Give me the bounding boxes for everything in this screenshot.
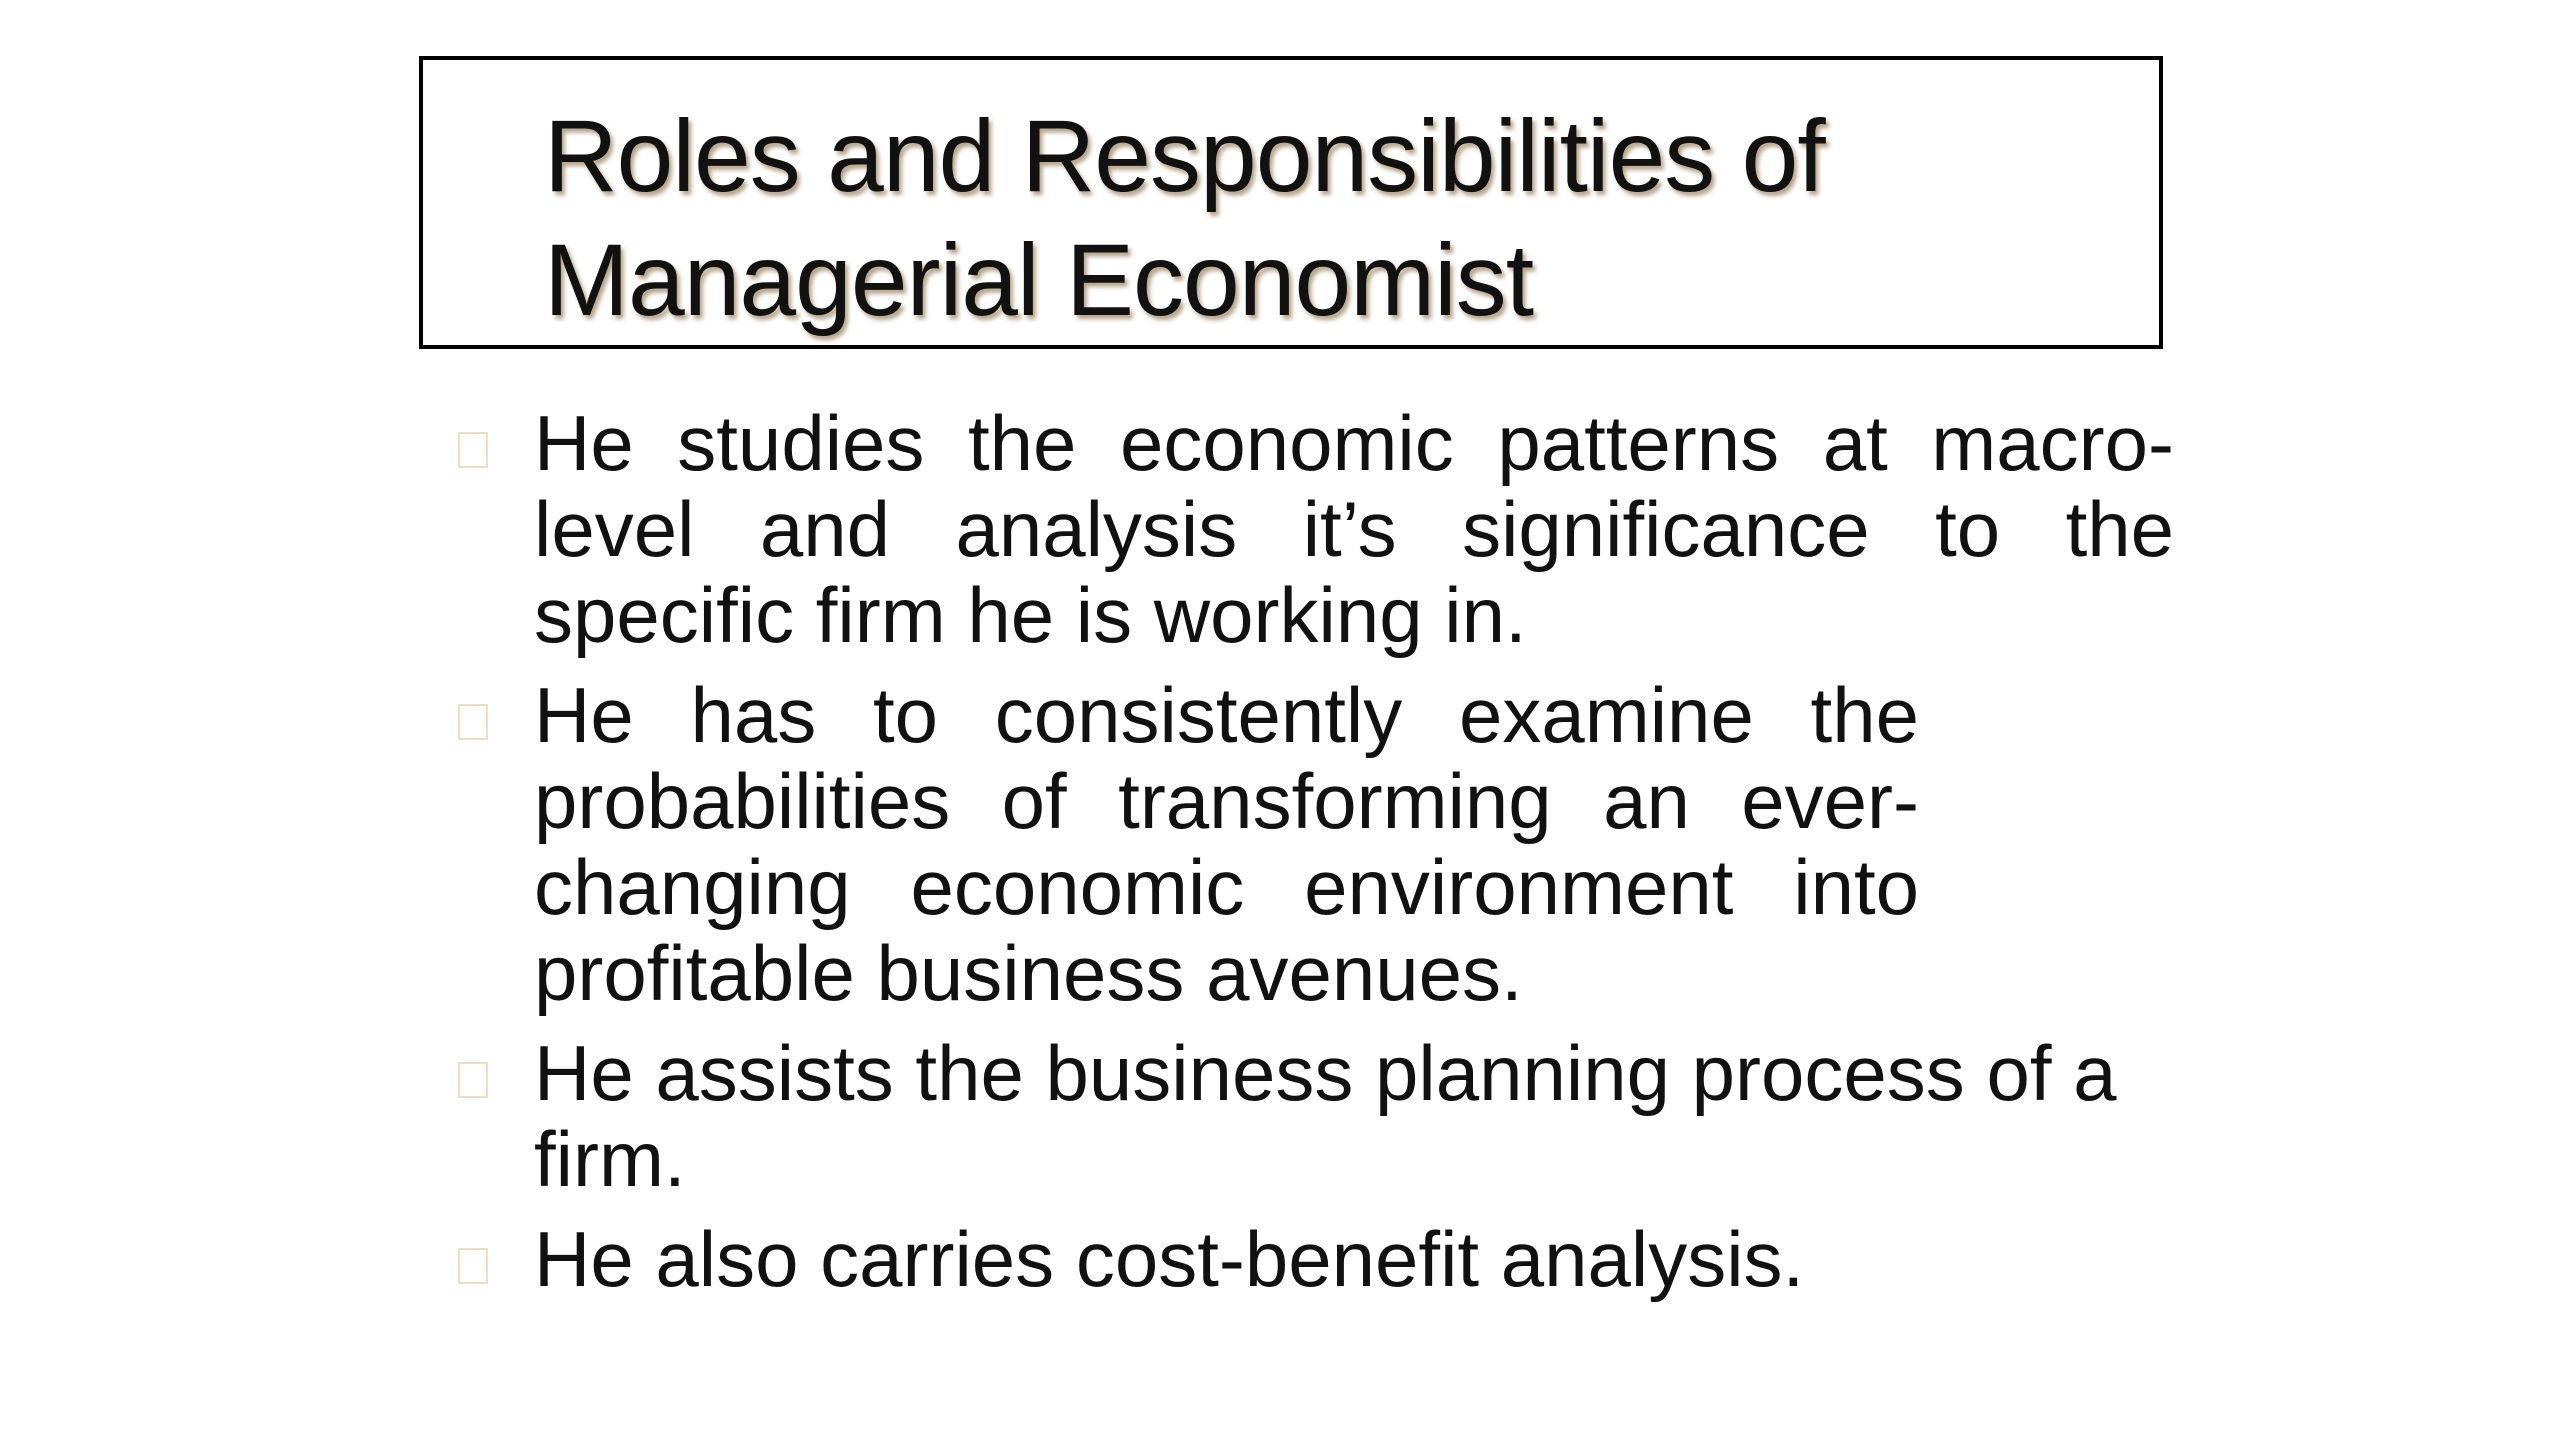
bullet-item: [456, 400, 2174, 658]
bullet-text: He has to consistently examine the probabilities of transforming an ever-changing economic environment into profitable business avenues.: [534, 671, 1919, 1017]
square-bullet-icon: [458, 1062, 488, 1098]
slide-title: [544, 94, 1825, 342]
title-box: [419, 56, 2163, 349]
slide-title-line-1: Roles and Responsibilities of: [544, 99, 1825, 213]
slide-title-line-2: Managerial Economist: [544, 223, 1534, 337]
bullet-item: [456, 672, 1919, 1016]
square-bullet-icon: [458, 704, 488, 740]
square-bullet-icon: [458, 432, 488, 468]
square-bullet-icon: [458, 1248, 488, 1284]
bullet-text: He assists the business planning process of a firm.: [534, 1029, 2117, 1203]
bullet-item: [456, 1030, 2194, 1202]
bullet-text: He also carries cost-benefit analysis.: [534, 1215, 1805, 1303]
bullet-list: [456, 399, 2174, 1316]
bullet-item: [456, 1216, 2194, 1302]
bullet-text: He studies the economic patterns at macro-level and analysis it’s significance to the specific firm he is working in.: [534, 399, 2174, 659]
